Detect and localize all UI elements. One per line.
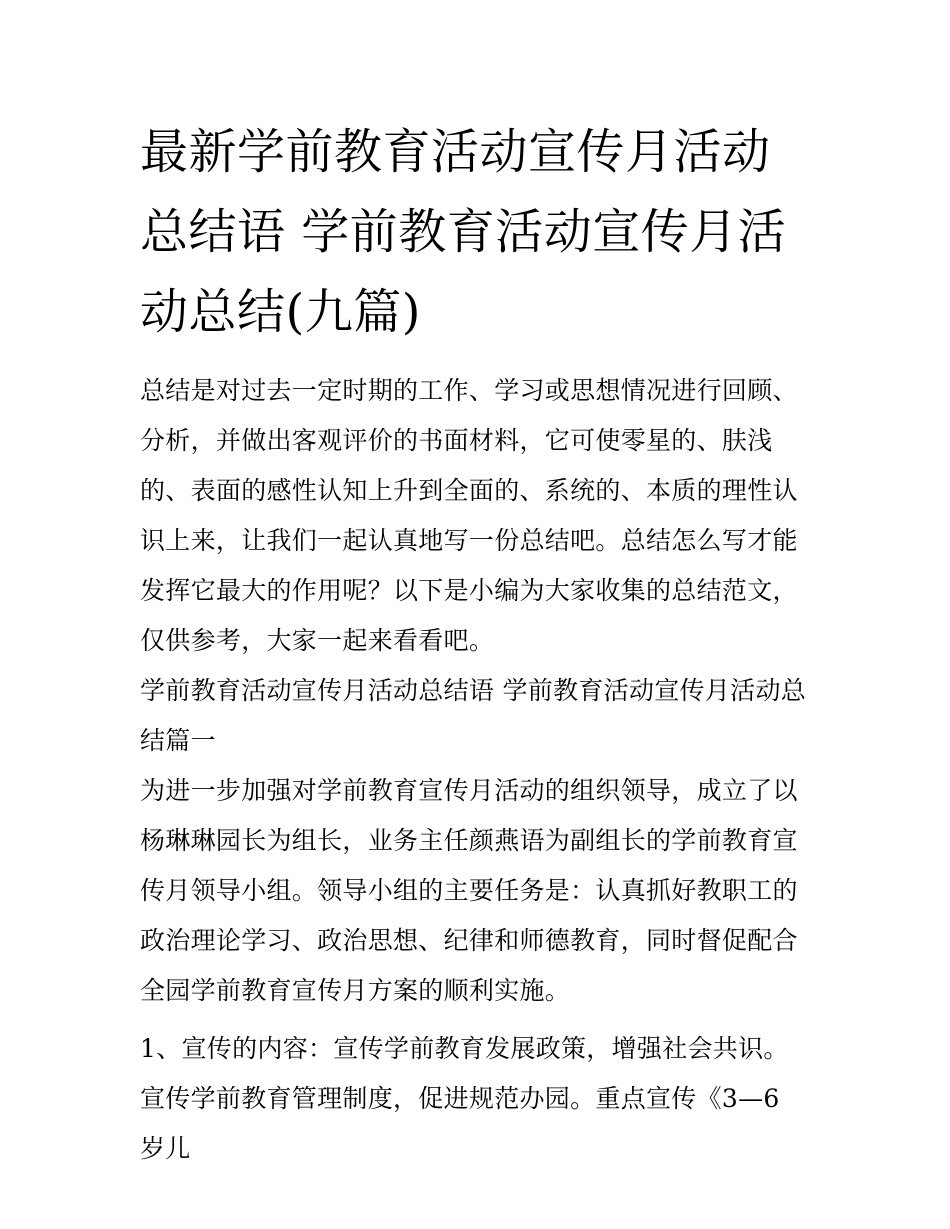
section-heading: 学前教育活动宣传月活动总结语 学前教育活动宣传月活动总结篇一 — [140, 676, 807, 755]
document-page — [140, 112, 812, 1174]
document-title: 最新学前教育活动宣传月活动总结语 学前教育活动宣传月活动总结(九篇) — [140, 124, 787, 340]
list-item: 1、宣传的内容：宣传学前教育发展政策，增强社会共识。宣传学前教育管理制度，促进规范办园。重点宣传《3—6 岁儿 — [140, 1034, 789, 1163]
body-paragraph: 为进一步加强对学前教育宣传月活动的组织领导，成立了以杨琳琳园长为组长，业务主任颜燕语为副组长的学前教育宣传月领导小组。领导小组的主要任务是：认真抓好教职工的政治理论学习、政治思想、纪律和师德教育，同时督促配合全园学前教育宣传月方案的顺利实施。 — [140, 776, 798, 1005]
intro-paragraph: 总结是对过去一定时期的工作、学习或思想情况进行回顾、分析，并做出客观评价的书面材料，它可使零星的、肤浅的、表面的感性认知上升到全面的、系统的、本质的理性认识上来，让我们一起认真地写一份总结吧。总结怎么写才能发挥它最大的作用呢？以下是小编为大家收集的总结范文，仅供参考，大家一起来看看吧。 — [140, 376, 798, 655]
